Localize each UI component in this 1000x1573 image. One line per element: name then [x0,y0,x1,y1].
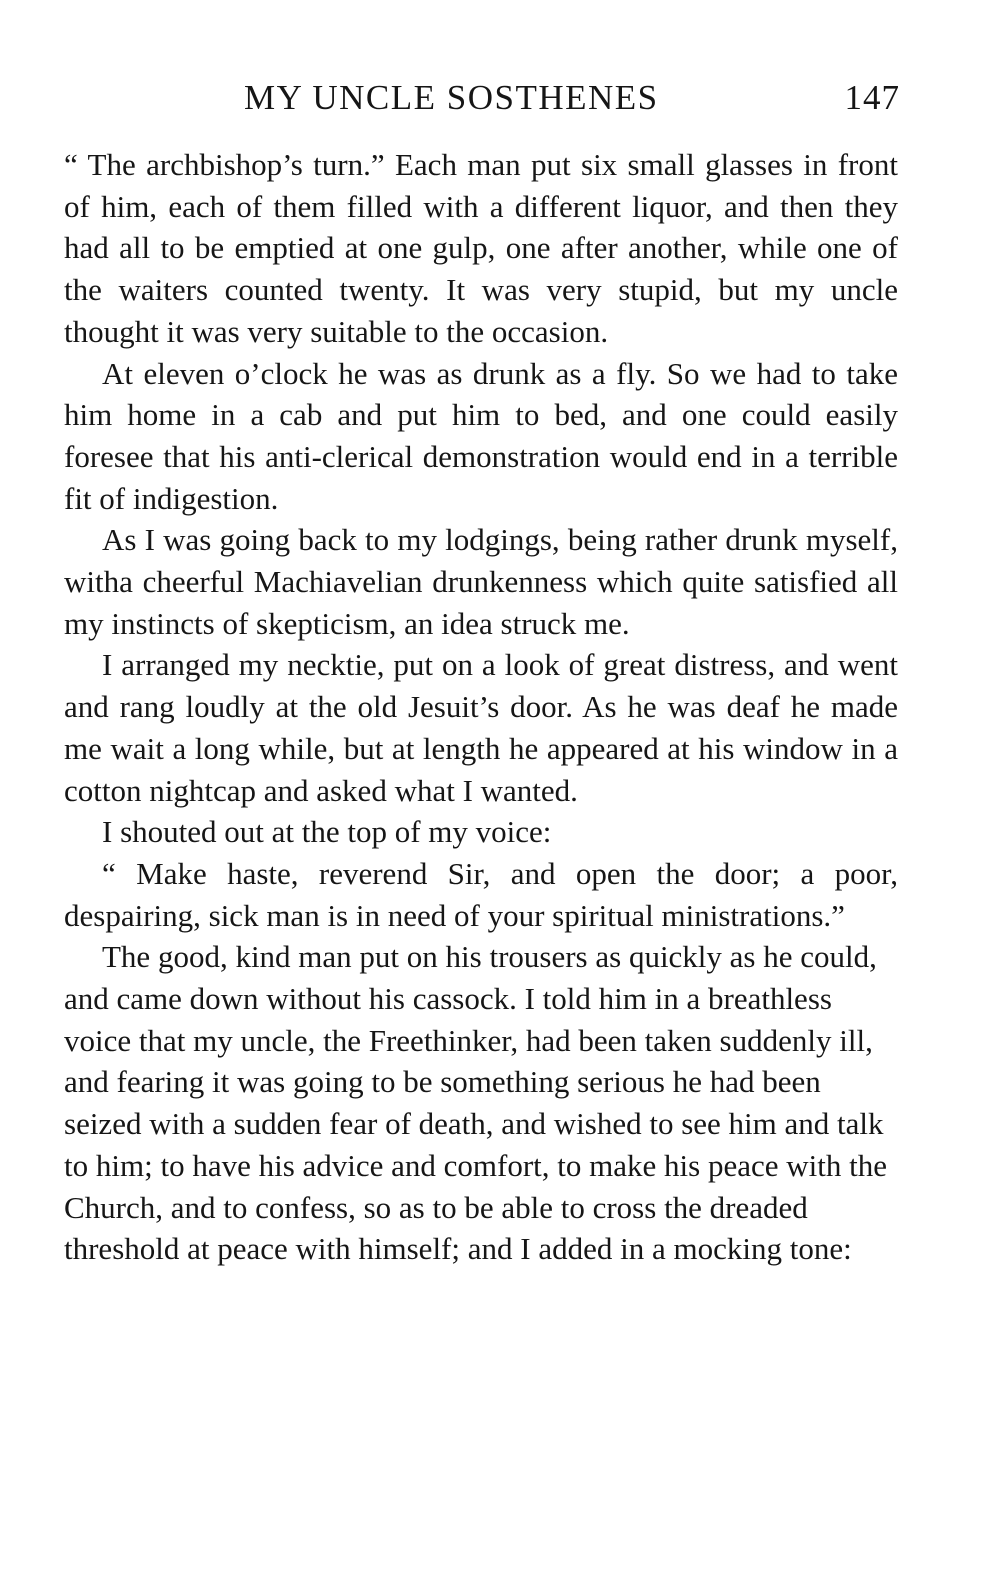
paragraph-make-haste: “ Make haste, reverend Sir, and open the door; a poor, despairing, sick man is in need of your spiritual ministrations.” [64,855,898,933]
paragraph-arranged-necktie: I arranged my necktie, put on a look of great distress, and went and rang loudly at the old Jesuit’s door. As he was deaf he made me wait a long while, but at length he appeared at his window in a cotton nightcap and asked what I wanted. [64,647,898,808]
paragraph-shouted-out: I shouted out at the top of my voice: [102,814,552,850]
body-text [64,144,898,1270]
paragraph-eleven-oclock: At eleven o’clock he was as drunk as a fly. So we had to take him home in a cab and put him to bed, and one could easily foresee that his anti-clerical demonstration would end in a terrible fit of indigestion. [64,355,898,516]
running-title: MY UNCLE SOSTHENES [244,78,659,117]
paragraph-good-kind-man: The good, kind man put on his trousers as quickly as he could, and came down without his cassock. I told him in a breathless voice that my uncle, the Freethinker, had been taken suddenly ill, and fearing it was going to be something serious he had been seized with a sudden fear of death, and wished to see him and talk to him; to have his advice and comfort, to make his peace with the Church, and to confess, so as to be able to cross the dreaded threshold at peace with himself; and I added in a mocking tone: [64,939,887,1267]
page-header [64,72,900,124]
page-number: 147 [844,78,900,117]
paragraph-archbishops-turn: “ The archbishop’s turn.” Each man put six small glasses in front of him, each of them filled with a different liquor, and then they had all to be emptied at one gulp, one after another, while one of the waiters counted twenty. It was very stupid, but my uncle thought it was very suitable to the occasion. [64,147,898,349]
paragraph-going-back: As I was going back to my lodgings, being rather drunk myself, witha cheerful Machiavelian drunkenness which quite satisfied all my instincts of skepticism, an idea struck me. [64,522,898,641]
